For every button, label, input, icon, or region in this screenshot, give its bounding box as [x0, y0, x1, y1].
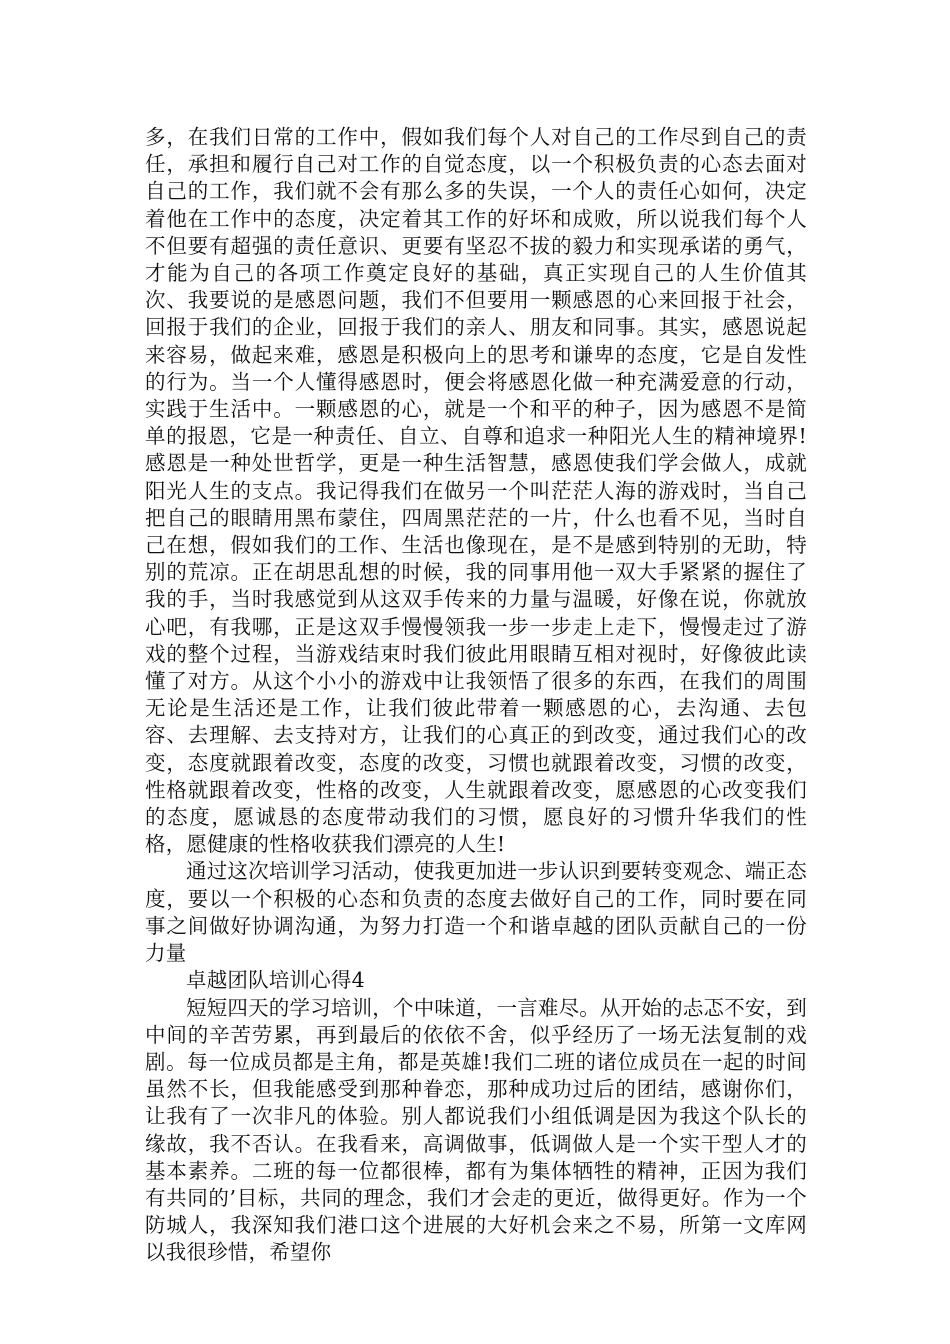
section-heading: 卓越团队培训心得4 — [186, 968, 365, 993]
body-paragraph-3: 短短四天的学习培训，个中味道，一言难尽。从开始的忐忑不安，到中间的辛苦劳累，再到最后的依依不舍，似乎经历了一场无法复制的戏剧。每一位成员都是主角，都是英雄!我们二班的诸位成员在一起的时间虽然不长，但我能感受到那种眷恋，那种成功过后的团结，感谢你们，让我有了一次非凡的体验。别人都说我们小组低调是因为我这个队长的缘故，我不否认。在我看来，高调做事，低调做人是一个实干型人才的基本素养。二班的每一位都很棒，都有为集体牺牲的精神，正因为我们有共同的’目标，共同的理念，我们才会走的更近，做得更好。作为一个防城人，我深知我们港口这个进展的大好机会来之不易，所第一文库网以我很珍惜，希望你 — [145, 995, 807, 1265]
document-page — [145, 124, 807, 1267]
body-paragraph-1: 多，在我们日常的工作中，假如我们每个人对自己的工作尽到自己的责任，承担和履行自己对工作的自觉态度，以一个积极负责的心态去面对自己的工作，我们就不会有那么多的失误，一个人的责任心如何，决定着他在工作中的态度，决定着其工作的好坏和成败，所以说我们每个人不但要有超强的责任意识、更要有坚忍不拔的毅力和实现承诺的勇气，才能为自己的各项工作奠定良好的基础，真正实现自己的人生价值其次、我要说的是感恩问题，我们不但要用一颗感恩的心来回报于社会，回报于我们的企业，回报于我们的亲人、朋友和同事。其实，感恩说起来容易，做起来难，感恩是积极向上的思考和谦卑的态度，它是自发性的行为。当一个人懂得感恩时，便会将感恩化做一种充满爱意的行动，实践于生活中。一颗感恩的心，就是一个和平的种子，因为感恩不是简单的报恩，它是一种责任、自立、自尊和追求一种阳光人生的精神境界!感恩是一种处世哲学，更是一种生活智慧，感恩使我们学会做人，成就阳光人生的支点。我记得我们在做另一个叫茫茫人海的游戏时，当自己把自己的眼睛用黑布蒙住，四周黑茫茫的一片，什么也看不见，当时自己在想，假如我们的工作、生活也像现在，是不是感到特别的无助，特别的荒凉。正在胡思乱想的时候，我的同事用他一双大手紧紧的握住了我的手，当时我感觉到从这双手传来的力量与温暖，好像在说，你就放心吧，有我哪，正是这双手慢慢领我一步一步走上走下，慢慢走过了游戏的整个过程，当游戏结束时我们彼此用眼睛互相对视时，好像彼此读懂了对方。从这个小小的游戏中让我领悟了很多的东西，在我们的周围无论是生活还是工作，让我们彼此带着一颗感恩的心，去沟通、去包容、去理解、去支持对方，让我们的心真正的到改变，通过我们心的改变，态度就跟着改变，态度的改变，习惯也就跟着改变，习惯的改变，性格就跟着改变，性格的改变，人生就跟着改变，愿感恩的心改变我们的态度，愿诚恳的态度带动我们的习惯，愿良好的习惯升华我们的性格，愿健康的性格收获我们漂亮的人生! — [145, 125, 807, 857]
body-paragraph-2: 通过这次培训学习活动，使我更加进一步认识到要转变观念、端正态度，要以一个积极的心态和负责的态度去做好自己的工作，同时要在同事之间做好协调沟通，为努力打造一个和谐卓越的团队贡献自己的一份力量 — [145, 859, 807, 966]
